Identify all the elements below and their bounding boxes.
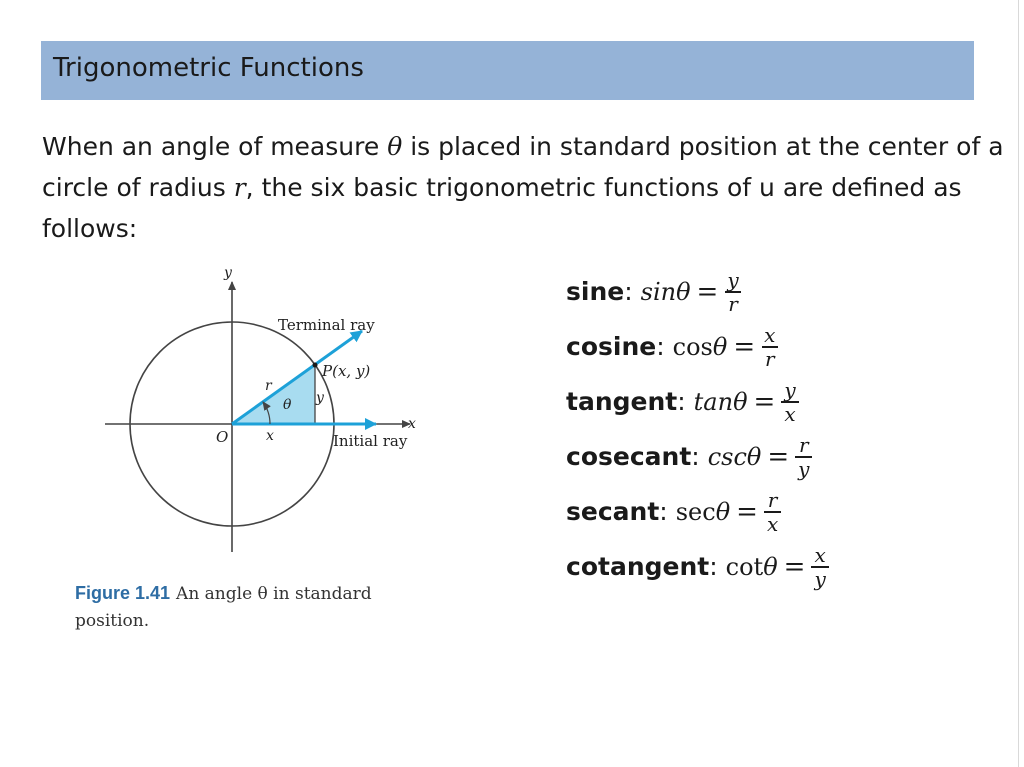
y-axis-label: y (224, 265, 232, 281)
figure-number: Figure 1.41 (75, 583, 171, 603)
equals-sign: = (783, 551, 806, 582)
title-bar (41, 41, 974, 100)
definition-tangent (566, 374, 829, 429)
equals-sign: = (696, 276, 719, 307)
function-abbrev: tan (693, 387, 734, 416)
equals-sign: = (733, 331, 756, 362)
point-p (313, 363, 318, 368)
x-axis-label: x (408, 416, 416, 432)
theta-label: θ (283, 397, 292, 413)
point-label: P(x, y) (322, 362, 371, 380)
definition-name: cosine (566, 332, 657, 361)
function-theta: θ (715, 497, 731, 526)
definition-colon: : (656, 332, 665, 361)
figure-caption (75, 580, 435, 635)
definition-colon: : (624, 277, 633, 306)
fraction-numerator: y (784, 377, 796, 402)
definition-sine (566, 264, 829, 319)
y-side-label: y (316, 390, 324, 406)
slide-title: Trigonometric Functions (53, 53, 364, 83)
intro-text-3: , the six basic trigonometric functions of u are defined as follows: (42, 173, 962, 243)
fraction (724, 269, 741, 315)
intro-r: r (233, 173, 246, 202)
definition-name: cosecant (566, 442, 692, 471)
equals-sign: = (767, 441, 790, 472)
fraction-denominator: r (725, 291, 741, 315)
fraction-denominator: x (764, 511, 781, 535)
function-theta: θ (712, 332, 728, 361)
fraction (764, 489, 781, 535)
definition-name: tangent (566, 387, 678, 416)
intro-paragraph (42, 126, 1017, 249)
definition-colon: : (677, 387, 686, 416)
fraction-denominator: x (781, 401, 798, 425)
caption-text: An angle θ in standard position. (75, 584, 372, 631)
function-abbrev: sin (640, 277, 677, 306)
radius-label: r (265, 378, 272, 394)
x-side-label: x (266, 428, 274, 444)
definition-name: cotangent (566, 552, 710, 581)
definition-colon: : (691, 442, 700, 471)
function-abbrev: cos (672, 332, 713, 361)
fraction-numerator: x (764, 322, 776, 347)
intro-theta: θ (387, 132, 403, 161)
equals-sign: = (753, 386, 776, 417)
function-theta: θ (763, 552, 778, 581)
fraction (795, 434, 812, 480)
fraction-denominator: y (795, 456, 812, 480)
definition-secant (566, 484, 829, 539)
unit-circle-figure (90, 262, 440, 562)
function-abbrev: sec (675, 497, 716, 526)
definition-colon: : (659, 497, 668, 526)
function-theta: θ (746, 442, 762, 471)
slide-edge (1018, 0, 1019, 767)
fraction (811, 544, 828, 590)
origin-label: O (216, 428, 229, 446)
definition-cotangent (566, 539, 829, 594)
equals-sign: = (736, 496, 758, 527)
definitions-list (566, 264, 829, 594)
definition-name: secant (566, 497, 660, 526)
function-abbrev: csc (707, 442, 747, 471)
definition-cosecant (566, 429, 829, 484)
function-theta: θ (733, 387, 748, 416)
fraction-numerator: r (767, 487, 778, 512)
fraction-numerator: y (727, 267, 739, 292)
fraction (761, 324, 778, 370)
definition-name: sine (566, 277, 625, 306)
definition-colon: : (709, 552, 718, 581)
function-theta: θ (676, 277, 691, 306)
fraction (781, 379, 798, 425)
fraction-denominator: y (811, 566, 828, 590)
fraction-numerator: x (814, 542, 826, 567)
initial-ray-label: Initial ray (333, 432, 408, 450)
intro-text-2: is placed in standard position at the center of a circle of radius (42, 132, 1004, 202)
intro-text-1: When an angle of measure (42, 132, 388, 161)
terminal-ray-label: Terminal ray (278, 316, 375, 334)
function-abbrev: cot (725, 552, 764, 581)
fraction-numerator: r (799, 432, 809, 457)
definition-cosine (566, 319, 829, 374)
fraction-denominator: r (762, 346, 778, 370)
